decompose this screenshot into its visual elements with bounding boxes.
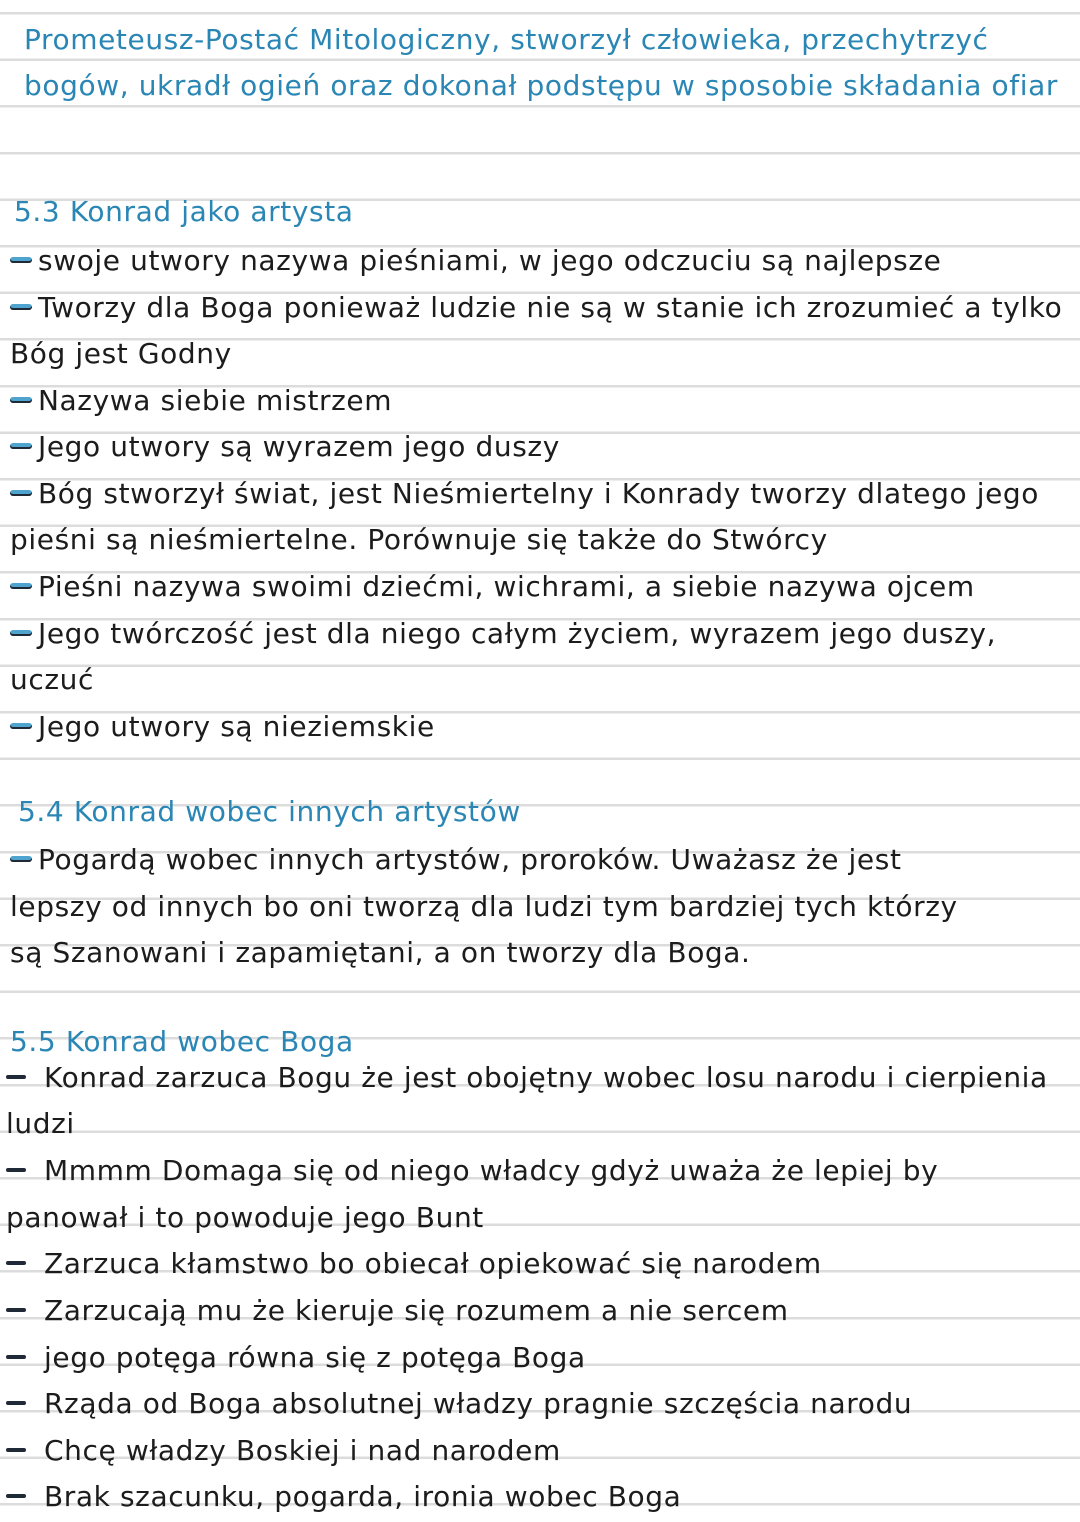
list-item: Jego utwory są wyrazem jego duszy [10, 429, 560, 465]
list-item-continuation: panował i to powoduje jego Bunt [6, 1201, 484, 1234]
bullet-dash-icon [6, 1168, 26, 1172]
bullet-dash-icon [6, 1448, 26, 1452]
list-item: Brak szacunku, pogarda, ironia wobec Boga [6, 1479, 681, 1515]
bullet-dash-icon [10, 630, 32, 636]
list-item: Jego twórczość jest dla niego całym życiem, wyrazem jego duszy, [10, 616, 996, 652]
bullet-dash-icon [6, 1308, 26, 1312]
list-item: Pogardą wobec innych artystów, proroków. Uważasz że jest [10, 842, 902, 878]
bullet-dash-icon [6, 1401, 26, 1405]
bullet-dash-icon [6, 1261, 26, 1265]
list-item: swoje utwory nazywa pieśniami, w jego odczuciu są najlepsze [10, 243, 942, 279]
list-item: Rząda od Boga absolutnej władzy pragnie szczęścia narodu [6, 1386, 912, 1422]
list-item-continuation: ludzi [6, 1107, 75, 1140]
bullet-dash-icon [10, 397, 32, 403]
list-item: Nazywa siebie mistrzem [10, 383, 392, 419]
bullet-dash-icon [10, 583, 32, 589]
list-item: Chcę władzy Boskiej i nad narodem [6, 1433, 561, 1469]
bullet-dash-icon [6, 1494, 26, 1498]
list-item: Zarzuca kłamstwo bo obiecał opiekować się narodem [6, 1246, 822, 1282]
bullet-dash-icon [10, 856, 32, 862]
list-item: jego potęga równa się z potęga Boga [6, 1340, 586, 1376]
list-item-continuation: są Szanowani i zapamiętani, a on tworzy dla Boga. [10, 936, 751, 969]
section-heading-5-4: 5.4 Konrad wobec innych artystów [18, 795, 521, 828]
bullet-dash-icon [10, 304, 32, 310]
list-item: Mmmm Domaga się od niego władcy gdyż uważa że lepiej by [6, 1153, 938, 1189]
list-item-continuation: Bóg jest Godny [10, 337, 232, 370]
list-item-continuation: uczuć [10, 663, 94, 696]
intro-line-1: Prometeusz-Postać Mitologiczny, stworzył człowieka, przechytrzyć [24, 23, 989, 56]
bullet-dash-icon [10, 443, 32, 449]
list-item-continuation: pieśni są nieśmiertelne. Porównuje się także do Stwórcy [10, 523, 828, 556]
list-item: Bóg stworzył świat, jest Nieśmiertelny i Konrady tworzy dlatego jego [10, 476, 1039, 512]
list-item: Pieśni nazywa swoimi dziećmi, wichrami, a siebie nazywa ojcem [10, 569, 975, 605]
bullet-dash-icon [10, 257, 32, 263]
list-item: Zarzucają mu że kieruje się rozumem a nie sercem [6, 1293, 789, 1329]
intro-line-2: bogów, ukradł ogień oraz dokonał podstępu w sposobie składania ofiar [24, 69, 1058, 102]
bullet-dash-icon [10, 490, 32, 496]
list-item: Tworzy dla Boga ponieważ ludzie nie są w stanie ich zrozumieć a tylko [10, 290, 1062, 326]
section-heading-5-5: 5.5 Konrad wobec Boga [10, 1025, 354, 1058]
list-item: Konrad zarzuca Bogu że jest obojętny wobec losu narodu i cierpienia [6, 1060, 1048, 1096]
list-item-continuation: lepszy od innych bo oni tworzą dla ludzi tym bardziej tych którzy [10, 890, 958, 923]
bullet-dash-icon [10, 723, 32, 729]
section-heading-5-3: 5.3 Konrad jako artysta [14, 195, 354, 228]
bullet-dash-icon [6, 1355, 26, 1359]
bullet-dash-icon [6, 1075, 26, 1079]
list-item: Jego utwory są nieziemskie [10, 709, 435, 745]
